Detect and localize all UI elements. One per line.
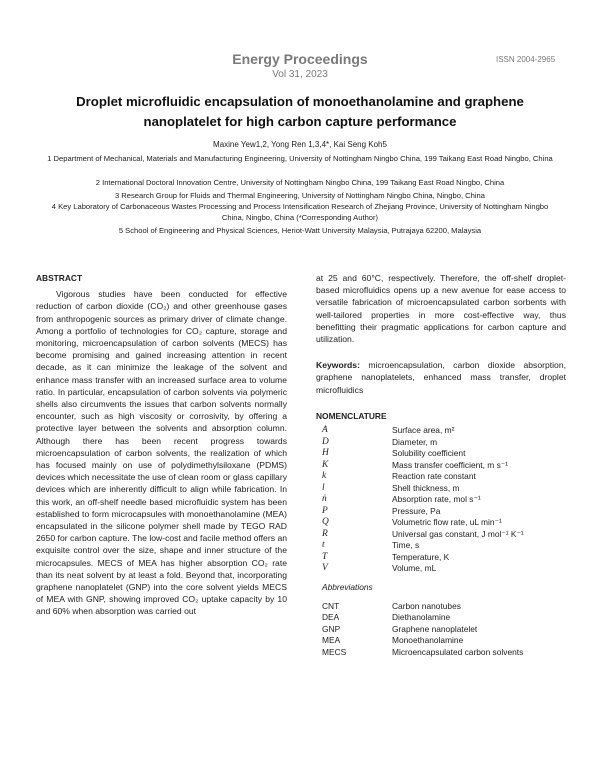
affiliation-1: 1 Department of Mechanical, Materials and Manufacturing Engineering, University of Nottingham Ningbo China, 199 Taikang East Road Ningbo, China: [47, 154, 553, 163]
keywords: [316, 359, 566, 396]
keywords-text: microencapsulation, carbon dioxide absorption, graphene nanoplatelets, enhanced mass transfer, droplet microfluidics: [316, 360, 567, 395]
nomenclature-symbol: H: [322, 448, 329, 459]
nomenclature-row: [316, 506, 524, 518]
nomenclature-row: [316, 540, 524, 552]
nomenclature-row: [316, 612, 523, 624]
nomenclature-description: Diethanolamine: [392, 612, 451, 623]
nomenclature-description: Microencapsulated carbon solvents: [392, 646, 524, 657]
nomenclature-row: [316, 483, 524, 495]
nomenclature-row: [316, 624, 523, 636]
nomenclature-row: [316, 437, 524, 449]
nomenclature-heading: NOMENCLATURE: [316, 410, 387, 421]
nomenclature-description: Time, s: [392, 540, 420, 551]
abstract-text: Vigorous studies have been conducted for effective reduction of carbon dioxide (CO₂) and other greenhouse gases from anthropogenic sources as primary driver of climate change. Among a portfolio of technologies for CO₂ capture, storage and monitoring, microencapsulation of carbon solvents (MECS) has become promising and gained increasing attention in recent decade, as it can minimize the leakage of the solvent and enhance mass transfer with an increased surface area to volume ratio. In particular, encapsulation of carbon solvents via polymeric shells also circumvents the issues that carbon solvents normally encounter, such as high viscosity or corrosivity, by offering a protective layer between the solvents and absorption column. Although there has been recent progress towards microencapsulation of carbon solvents, the realization of which has focused mainly on use of polydimethylsiloxane (PDMS) devices which necessitate the use of clean room or glass capillary devices which are inherently difficult to align while fabrication. In this work, an off-shelf needle based microfluidic system has been established to form microcapsules with monoethanolamine (MEA) encapsulated in the silicone polymer shell made by TEGO RAD 2650 for carbon capture. The low-cost and facile method offers an exquisite control over the size, shape and inner structure of the microcapsules. MECS of MEA has higher absorption CO₂ rate than its neat solvent by at least a fold. Beyond that, incorporating graphene nanoplatelet (GNP) into the core solvent yields MECS of MEA with GNP, showing improved CO₂ uptake capacity by 10 and 60% when absorption was carried out: [36, 289, 287, 617]
nomenclature-symbol: T: [322, 551, 328, 562]
nomenclature-row: [316, 460, 524, 472]
nomenclature-description: Volume, mL: [392, 563, 437, 574]
nomenclature-symbol: K: [322, 459, 329, 470]
paper-title: Droplet microfluidic encapsulation of monoethanolamine and graphene nanoplatelet for high carbon capture performance: [76, 94, 524, 129]
nomenclature-symbol: Q: [322, 517, 329, 528]
nomenclature-row: [316, 425, 524, 437]
keywords-label: Keywords:: [316, 360, 360, 371]
nomenclature-row: [316, 517, 524, 529]
nomenclature-symbol: V: [322, 563, 328, 574]
nomenclature-description: Graphene nanoplatelet: [392, 623, 478, 634]
journal-name: Energy Proceedings: [232, 51, 368, 67]
issn: ISSN 2004-2965: [496, 55, 556, 64]
nomenclature-symbol: ṅ: [322, 494, 327, 505]
nomenclature-symbol: P: [322, 505, 328, 516]
abstract-text-continued: at 25 and 60°C, respectively. Therefore, the off-shelf droplet-based microfluidics opens up a new avenue for ease access to versatile fabrication of microencapsulated carbon sorbents with well-tailored properties in more cost-effective way, thus benefitting their pragmatic applications for carbon capture and utilization.: [316, 273, 566, 345]
nomenclature-row: [316, 448, 524, 460]
right-column: [316, 272, 566, 658]
nomenclature-symbol: t: [322, 540, 325, 551]
nomenclature-description: Reaction rate constant: [392, 471, 476, 482]
nomenclature-table: [316, 425, 524, 575]
nomenclature-row: [316, 563, 524, 575]
nomenclature-description: Volumetric flow rate, uL min⁻¹: [392, 517, 502, 528]
nomenclature-description: Surface area, m²: [392, 425, 455, 436]
nomenclature-symbol: A: [322, 425, 328, 436]
nomenclature-row: [316, 494, 524, 506]
nomenclature-row: [316, 471, 524, 483]
affiliation-2: 2 International Doctoral Innovation Centre, University of Nottingham Ningbo China, 199 Taikang East Road Ningbo, China: [95, 178, 505, 187]
nomenclature-row: [316, 601, 523, 613]
journal-volume: Vol 31, 2023: [272, 69, 328, 80]
nomenclature-symbol: k: [322, 471, 327, 482]
nomenclature-description: Diameter, m: [392, 436, 438, 447]
abbreviations-table: [316, 601, 523, 659]
abbreviation: MEA: [322, 635, 341, 646]
left-column: [36, 272, 287, 618]
abbreviation: CNT: [322, 600, 340, 611]
authors: Maxine Yew1,2, Yong Ren 1,3,4*, Kai Seng Koh5: [213, 140, 387, 149]
nomenclature-description: Pressure, Pa: [392, 505, 441, 516]
nomenclature-symbol: D: [322, 436, 329, 447]
abbreviation: MECS: [322, 646, 347, 657]
affiliation-3: 3 Research Group for Fluids and Thermal Engineering, University of Nottingham Ningbo China, Ningbo, China: [114, 191, 486, 200]
nomenclature-description: Absorption rate, mol s⁻¹: [392, 494, 481, 505]
affiliation-5: 5 School of Engineering and Physical Sciences, Heriot-Watt University Malaysia, Putrajaya 62200, Malaysia: [118, 226, 482, 235]
nomenclature-description: Shell thickness, m: [392, 482, 460, 493]
nomenclature-description: Carbon nanotubes: [392, 600, 461, 611]
affiliation-4: 4 Key Laboratory of Carbonaceous Wastes Processing and Process Intensification Research of Zhejiang Province, University of Nottingham Ningbo China, Ningbo, China (*Corresponding Author): [51, 202, 549, 222]
abstract-heading: ABSTRACT: [36, 273, 83, 283]
nomenclature-description: Universal gas constant, J mol⁻¹ K⁻¹: [392, 528, 524, 539]
nomenclature-description: Monoethanolamine: [392, 635, 464, 646]
nomenclature-row: [316, 552, 524, 564]
abbreviation: GNP: [322, 623, 341, 634]
nomenclature-description: Solubility coefficient: [392, 448, 466, 459]
nomenclature-row: [316, 529, 524, 541]
nomenclature-description: Mass transfer coefficient, m s⁻¹: [392, 459, 508, 470]
nomenclature-symbol: l: [322, 482, 325, 493]
nomenclature-description: Temperature, K: [392, 551, 450, 562]
nomenclature-symbol: R: [322, 528, 328, 539]
nomenclature-row: [316, 647, 523, 659]
abbreviation: DEA: [322, 612, 340, 623]
abbreviations-heading: Abbreviations: [322, 581, 373, 592]
nomenclature-row: [316, 635, 523, 647]
